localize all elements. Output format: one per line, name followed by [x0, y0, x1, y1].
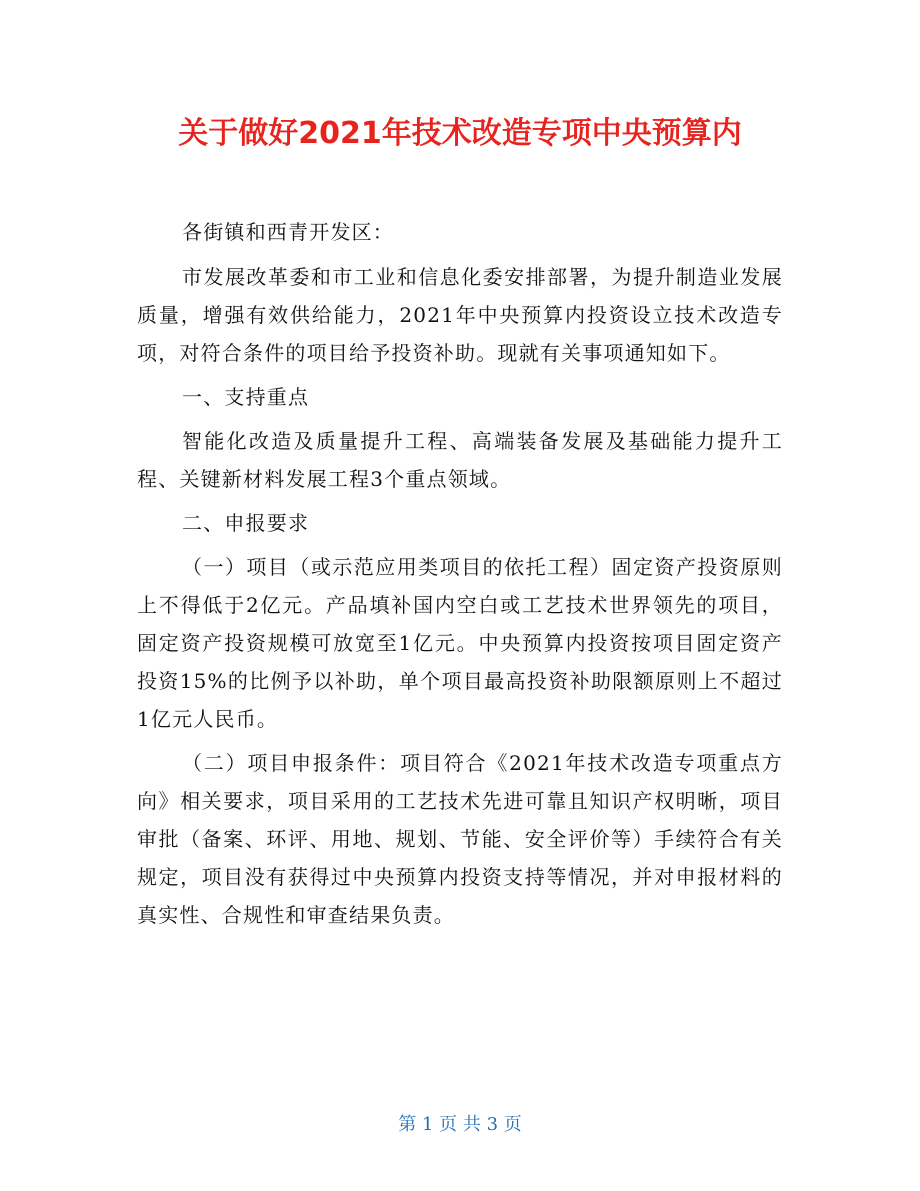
requirement-item-2: （二）项目申报条件：项目符合《2021年技术改造专项重点方向》相关要求，项目采用的工艺技术先进可靠且知识产权明晰，项目审批（备案、环评、用地、规划、节能、安全评价等）手续符合有关规定，项目没有获得过中央预算内投资支持等情况，并对申报材料的真实性、合规性和审查结果负责。	[137, 751, 783, 927]
requirement-item-1: （一）项目（或示范应用类项目的依托工程）固定资产投资原则上不得低于2亿元。产品填补国内空白或工艺技术世界领先的项目，固定资产投资规模可放宽至1亿元。中央预算内投资按项目固定资产投资15%的比例予以补助，单个项目最高投资补助限额原则上不超过1亿元人民币。	[137, 555, 783, 731]
document-body	[137, 213, 783, 940]
greeting-paragraph: 各街镇和西青开发区：	[182, 220, 394, 244]
intro-paragraph: 市发展改革委和市工业和信息化委安排部署，为提升制造业发展质量，增强有效供给能力，2021年中央预算内投资设立技术改造专项，对符合条件的项目给予投资补助。现就有关事项通知如下。	[137, 265, 783, 365]
page-number-footer: 第 1 页 共 3 页	[398, 1114, 522, 1135]
support-focus-paragraph: 智能化改造及质量提升工程、高端装备发展及基础能力提升工程、关键新材料发展工程3个重点领域。	[137, 429, 783, 491]
section-heading-requirements: 二、申报要求	[182, 511, 310, 535]
document-title: 关于做好2021年技术改造专项中央预算内	[178, 116, 742, 151]
section-heading-support-focus: 一、支持重点	[182, 385, 310, 409]
